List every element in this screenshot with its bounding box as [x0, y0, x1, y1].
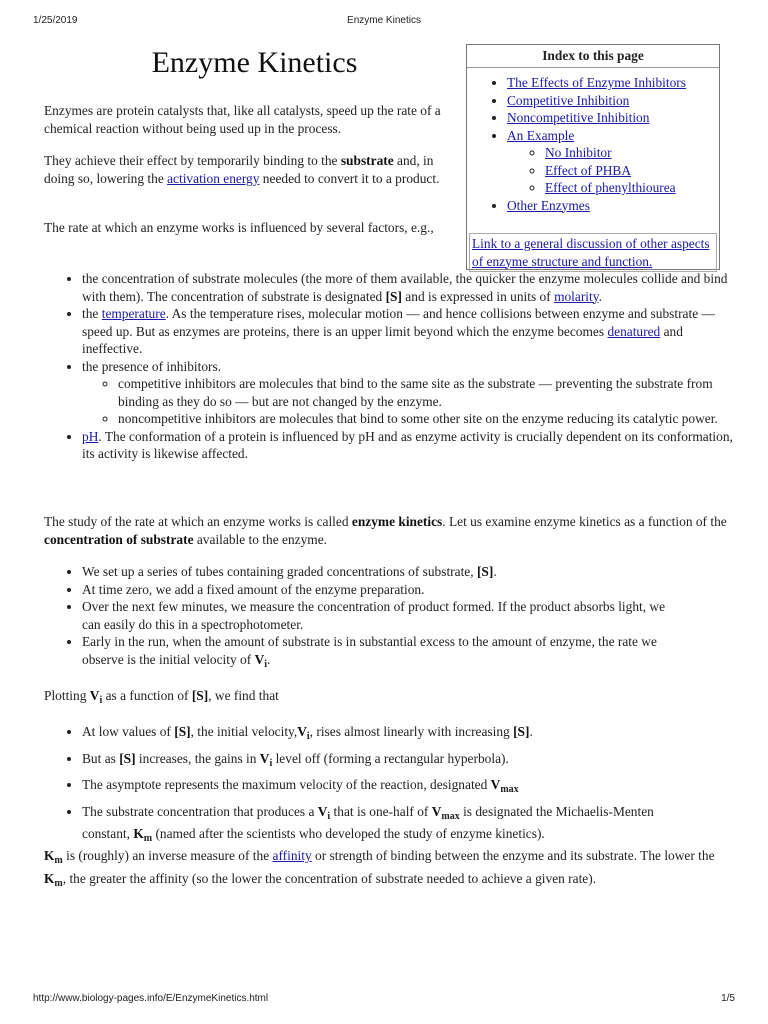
- list-text: that is one-half of: [330, 803, 432, 819]
- body-text: available to the enzyme.: [193, 531, 327, 547]
- subscript: i: [99, 695, 103, 706]
- list-text: . The conformation of a protein is influenced by pH and as enzyme activity is crucially dependent on its conformation, its activity is likewise affected.: [82, 428, 733, 461]
- body-text: , we find that: [208, 688, 279, 703]
- index-title: Index to this page: [467, 45, 719, 68]
- index-item: [507, 109, 719, 127]
- subscript: i: [306, 731, 310, 742]
- plotting-paragraph: [44, 687, 734, 710]
- subscript: max: [500, 784, 519, 795]
- subscript: i: [269, 757, 273, 769]
- index-link-phenylthiourea[interactable]: Effect of phenylthiourea: [545, 180, 676, 195]
- list-item: • Over the next few minutes, we measure the concentration of product formed. If the product absorbs light, we can easily do this in a spectrophotometer.: [82, 598, 684, 633]
- intro-text: The rate at which an enzyme works is influenced by several factors, e.g.,: [44, 220, 434, 235]
- substrate-term: substrate: [340, 153, 394, 168]
- intro-paragraph-1: [44, 102, 465, 137]
- temperature-link[interactable]: temperature: [101, 306, 166, 321]
- list-text: and is expressed in units of: [401, 288, 555, 304]
- index-sublist: [507, 144, 719, 197]
- intro-paragraph-3: [44, 219, 460, 237]
- subscript: m: [143, 833, 153, 844]
- list-text: Early in the run, when the amount of substrate is in substantial excess to the amount of enzyme, the rate we observe is the initial velocity of: [82, 634, 657, 667]
- concentration-term: concentration of substrate: [44, 531, 194, 547]
- index-footer-cell: [469, 233, 717, 272]
- index-subitem: [545, 179, 719, 197]
- list-text: the concentration of substrate molecules (the more of them available, the quicker the enzyme molecules collide and bind with them). The concentration of substrate is designated: [82, 271, 728, 304]
- list-text: But as: [82, 750, 120, 766]
- list-item: [82, 750, 684, 773]
- intro-text: They achieve their effect by temporarily binding to the: [44, 153, 341, 168]
- index-link-other-enzymes[interactable]: Other Enzymes: [507, 197, 590, 213]
- vmax-symbol: V: [431, 803, 442, 819]
- subscript: i: [327, 810, 331, 822]
- list-text: the presence of inhibitors.: [82, 358, 222, 374]
- list-text: is designated the Michaelis-Menten constant,: [82, 803, 654, 841]
- body-text: , the greater the affinity (so the lower the concentration of substrate needed to achieve a given rate).: [62, 870, 597, 886]
- subscript: max: [441, 810, 460, 822]
- velocity-symbol: V: [259, 750, 270, 766]
- body-text: or strength of binding between the enzyme and its substrate. The lower the: [311, 848, 715, 863]
- index-link-no-inhibitor[interactable]: No Inhibitor: [545, 145, 612, 160]
- intro-text: Enzymes are protein catalysts that, like all catalysts, speed up the rate of a chemical reaction without being used up in the process.: [44, 103, 441, 136]
- subscript: m: [54, 877, 63, 889]
- body-text: The study of the rate at which an enzyme works is called: [44, 514, 352, 529]
- denatured-link[interactable]: denatured: [607, 323, 661, 339]
- substrate-symbol: [S]: [191, 688, 209, 703]
- body-text: as a function of: [102, 688, 192, 703]
- subscript: i: [264, 658, 268, 670]
- index-link-inhibitors[interactable]: The Effects of Enzyme Inhibitors: [507, 75, 686, 90]
- list-item: [82, 305, 734, 358]
- index-item: [507, 74, 719, 92]
- body-text: Plotting: [44, 688, 90, 703]
- list-text: We set up a series of tubes containing graded concentrations of substrate,: [82, 564, 477, 579]
- index-link-example[interactable]: An Example: [507, 127, 575, 143]
- km-symbol: K: [44, 848, 55, 863]
- intro-paragraph-2: [44, 152, 462, 187]
- list-text: .: [529, 724, 533, 739]
- index-item: [507, 92, 719, 110]
- findings-list-block: [44, 723, 684, 848]
- list-item: [82, 270, 734, 305]
- subscript: m: [54, 855, 63, 866]
- list-item: [82, 803, 684, 848]
- index-subitem: [545, 144, 719, 162]
- list-item: ◦ competitive inhibitors are molecules that bind to the same site as the substrate — preventing the substrate from binding as they do so — but are not changed by the enzyme.: [118, 375, 734, 410]
- list-item: [82, 776, 684, 799]
- list-text: .: [598, 288, 602, 304]
- substrate-symbol: [S]: [119, 750, 136, 766]
- intro-text: and, in doing so, lowering the: [44, 153, 434, 186]
- page-index-box: [466, 44, 720, 270]
- ph-link[interactable]: pH: [82, 428, 99, 444]
- list-text: The substrate concentration that produces a: [82, 803, 318, 819]
- velocity-symbol: V: [89, 688, 100, 703]
- inhibitors-sublist: [82, 375, 734, 428]
- list-item: [82, 633, 684, 673]
- findings-list: [44, 723, 684, 848]
- km-symbol: K: [133, 826, 144, 841]
- list-text: , rises almost linearly with increasing: [309, 724, 514, 739]
- body-text: is (roughly) an inverse measure of the: [62, 848, 273, 863]
- index-list: [467, 74, 719, 214]
- intro-text: needed to convert it to a product.: [259, 170, 440, 186]
- list-text: level off (forming a rectangular hyperbola).: [272, 750, 509, 766]
- print-page-number: 1/5: [721, 993, 735, 1004]
- list-text: , the initial velocity,: [190, 724, 298, 739]
- steps-list-block: [44, 563, 684, 673]
- index-item: [507, 197, 719, 215]
- list-text: increases, the gains in: [135, 750, 260, 766]
- list-text: .: [267, 651, 271, 667]
- factors-list-block: [44, 270, 734, 463]
- list-item: [82, 428, 734, 463]
- general-discussion-link[interactable]: Link to a general discussion of other aspects of enzyme structure and function.: [472, 236, 710, 269]
- substrate-symbol: [S]: [513, 724, 530, 739]
- study-paragraph: [44, 513, 734, 548]
- list-text: . As the temperature rises, molecular motion — and hence collisions between enzyme and substrate — speed up. But as enzymes are proteins, there is an upper limit beyond which the enzyme becomes: [82, 306, 715, 339]
- index-link-noncompetitive[interactable]: Noncompetitive Inhibition: [507, 110, 650, 125]
- list-text: (named after the scientists who developed the study of enzyme kinetics).: [152, 826, 545, 841]
- list-text: the: [82, 306, 102, 321]
- index-item: [507, 127, 719, 197]
- list-text: The asymptote represents the maximum velocity of the reaction, designated: [82, 777, 491, 792]
- index-link-phba[interactable]: Effect of PHBA: [545, 162, 632, 178]
- substrate-symbol: [S]: [174, 724, 191, 739]
- molarity-link[interactable]: molarity: [554, 288, 599, 304]
- substrate-symbol: [S]: [476, 564, 494, 579]
- print-footer-url: http://www.biology-pages.info/E/EnzymeKinetics.html: [33, 993, 269, 1004]
- substrate-symbol: [S]: [385, 288, 402, 304]
- list-text: At low values of: [82, 724, 175, 739]
- body-text: . Let us examine enzyme kinetics as a function of the: [442, 514, 727, 529]
- page-title: Enzyme Kinetics: [151, 46, 358, 79]
- enzyme-kinetics-term: enzyme kinetics: [351, 514, 443, 529]
- list-item: [82, 358, 734, 428]
- list-text: and ineffective.: [82, 323, 683, 356]
- steps-list: [44, 563, 684, 673]
- list-item: [82, 563, 684, 581]
- list-item: [82, 723, 684, 746]
- velocity-symbol: V: [297, 724, 307, 739]
- factors-list: [44, 270, 734, 463]
- index-link-competitive[interactable]: Competitive Inhibition: [507, 92, 630, 108]
- km-paragraph: [44, 847, 734, 892]
- index-subitem: [545, 162, 719, 180]
- km-symbol: K: [44, 870, 55, 886]
- list-text: .: [493, 564, 497, 579]
- print-header-title: Enzyme Kinetics: [347, 15, 421, 26]
- vmax-symbol: V: [490, 777, 501, 792]
- list-item: • At time zero, we add a fixed amount of the enzyme preparation.: [82, 581, 684, 599]
- velocity-symbol: V: [254, 651, 265, 667]
- velocity-symbol: V: [317, 803, 328, 819]
- affinity-link[interactable]: affinity: [272, 848, 312, 863]
- list-item: ◦ noncompetitive inhibitors are molecules that bind to some other site on the enzyme reducing its catalytic power.: [118, 410, 734, 428]
- activation-energy-link[interactable]: activation energy: [167, 170, 260, 186]
- print-date: 1/25/2019: [33, 15, 78, 26]
